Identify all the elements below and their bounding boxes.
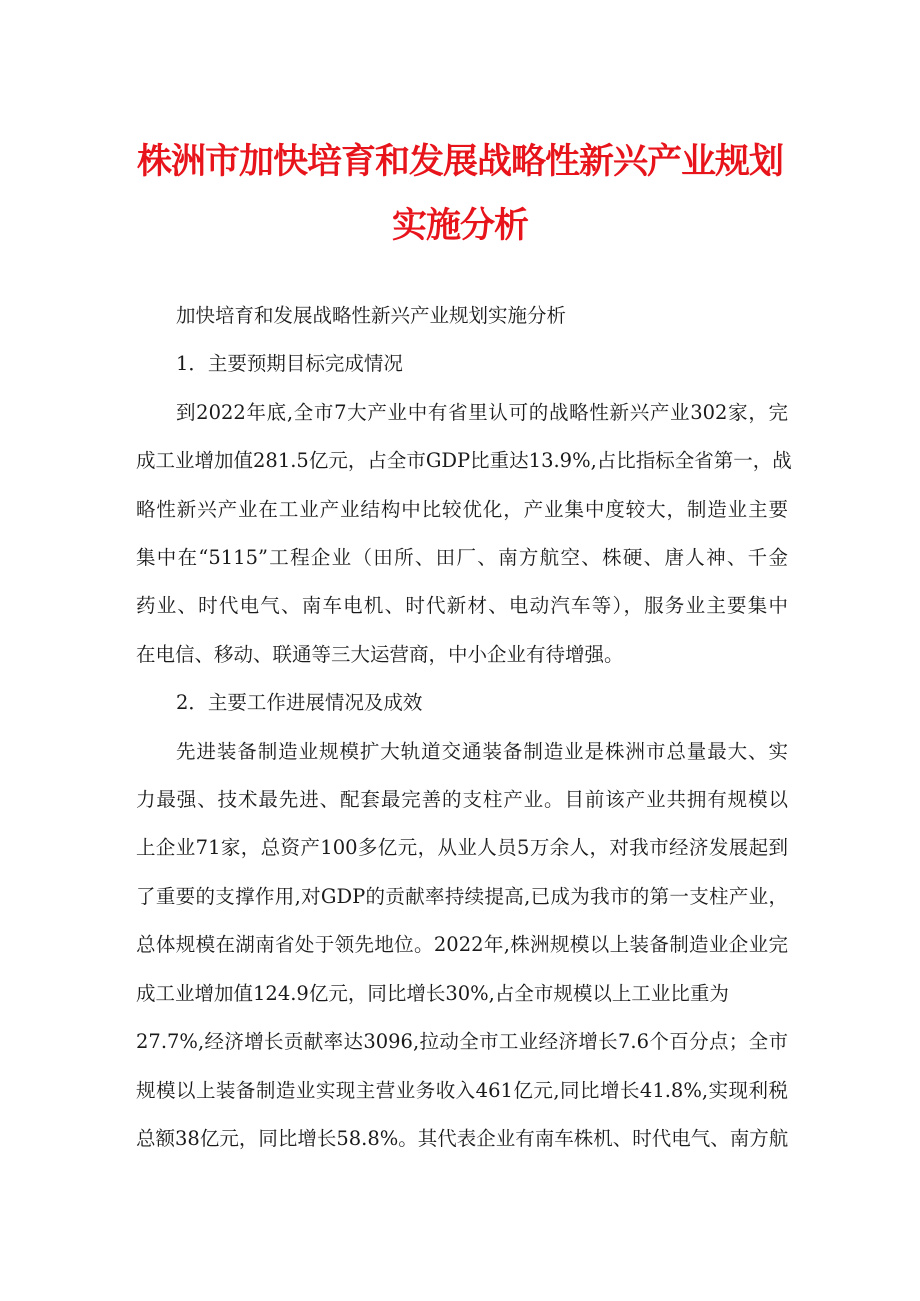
paragraph-line: 了重要的支撑作用,对GDP的贡献率持续提高,已成为我市的第一支柱产业， bbox=[136, 884, 788, 908]
document-title-line-1: 株洲市加快培育和发展战略性新兴产业规划 bbox=[136, 142, 783, 182]
document-subtitle: 加快培育和发展战略性新兴产业规划实施分析 bbox=[176, 304, 567, 327]
paragraph-line: 成工业增加值124.9亿元，同比增长30%,占全市规模以上工业比重为 bbox=[136, 981, 729, 1005]
paragraph-line: 总体规模在湖南省处于领先地位。2022年,株洲规模以上装备制造业企业完 bbox=[136, 933, 788, 957]
paragraph-line: 到2022年底,全市7大产业中有省里认可的战略性新兴产业302家，完 bbox=[176, 400, 788, 424]
paragraph-line: 27.7%,经济增长贡献率达3096,拉动全市工业经济增长7.6个百分点；全市 bbox=[136, 1030, 788, 1054]
paragraph-line: 先进装备制造业规模扩大轨道交通装备制造业是株洲市总量最大、实 bbox=[176, 739, 788, 763]
section-2-heading: 2．主要工作进展情况及成效 bbox=[176, 691, 423, 715]
document-title-line-2: 实施分析 bbox=[391, 206, 528, 246]
paragraph-line: 略性新兴产业在工业产业结构中比较优化，产业集中度较大，制造业主要 bbox=[136, 497, 788, 521]
paragraph-line: 药业、时代电气、南车电机、时代新材、电动汽车等），服务业主要集中 bbox=[136, 594, 788, 618]
paragraph-line: 总额38亿元，同比增长58.8%。其代表企业有南车株机、时代电气、南方航 bbox=[136, 1126, 789, 1150]
paragraph-line: 集中在“5115”工程企业（田所、田厂、南方航空、株硬、唐人神、千金 bbox=[136, 546, 788, 570]
section-1-heading: 1．主要预期目标完成情况 bbox=[176, 352, 403, 376]
paragraph-1 bbox=[136, 389, 792, 679]
paragraph-2 bbox=[136, 728, 788, 1164]
paragraph-line: 在电信、移动、联通等三大运营商，中小企业有待增强。 bbox=[136, 642, 624, 666]
paragraph-line: 规模以上装备制造业实现主营业务收入461亿元,同比增长41.8%,实现利税 bbox=[136, 1078, 788, 1102]
paragraph-line: 上企业71家，总资产100多亿元，从业人员5万余人，对我市经济发展起到 bbox=[136, 836, 788, 860]
document-body bbox=[136, 292, 792, 1163]
paragraph-line: 力最强、技术最先进、配套最完善的支柱产业。目前该产业共拥有规模以 bbox=[136, 788, 788, 812]
paragraph-line: 成工业增加值281.5亿元，占全市GDP比重达13.9%,占比指标全省第一，战 bbox=[136, 449, 792, 473]
